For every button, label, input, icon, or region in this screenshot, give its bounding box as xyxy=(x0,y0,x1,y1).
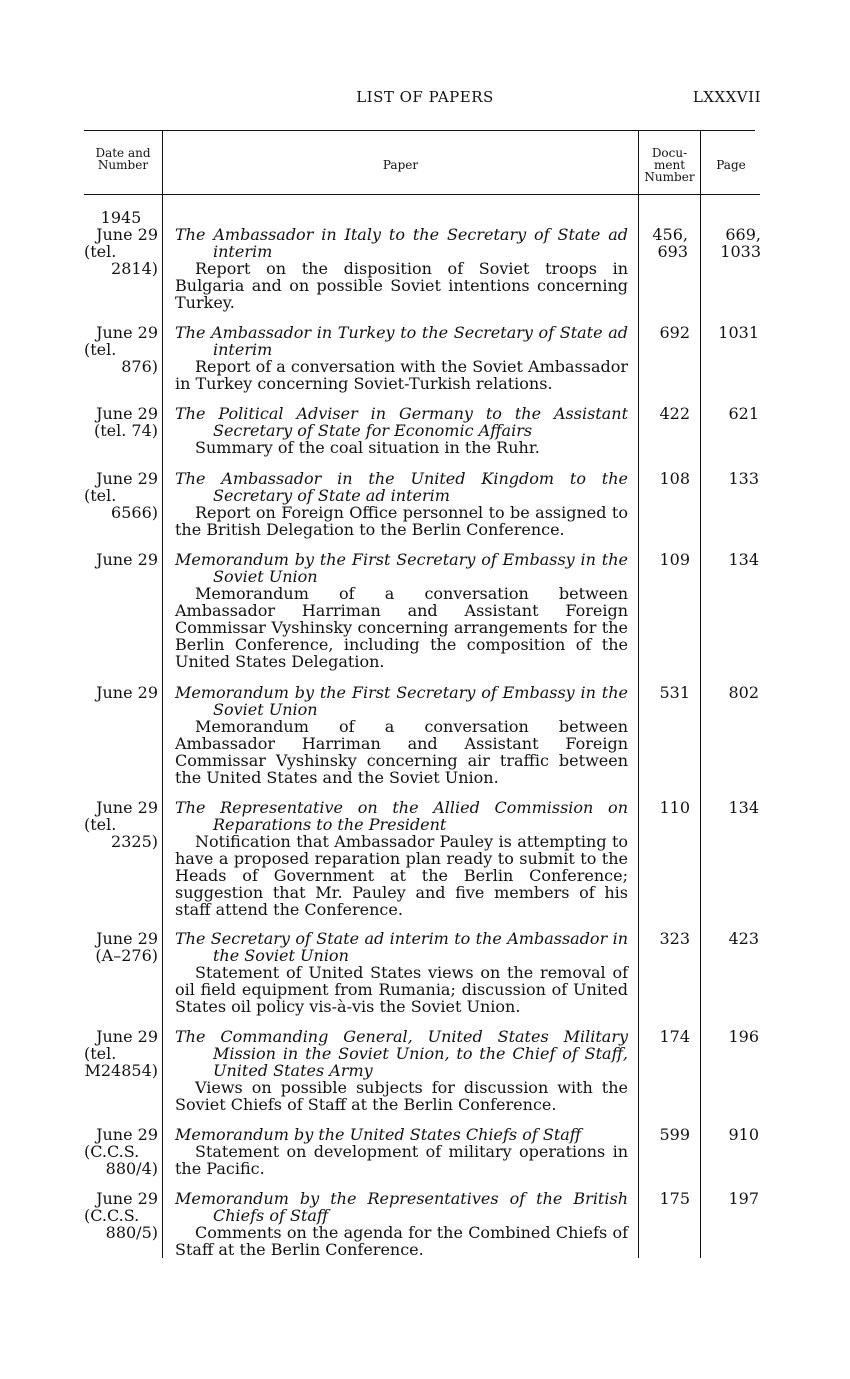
paper-summary: Views on possible subjects for discussion with the Soviet Chiefs of Staff at the Berlin Conference. xyxy=(175,1078,628,1114)
paper-title: The Ambassador in Italy to the Secretary of State ad interim xyxy=(175,225,628,261)
entry-number-line2: 880/4) xyxy=(105,1159,158,1178)
entry-number-line1: (tel. xyxy=(84,815,117,834)
entry-number-line1: (tel. 74) xyxy=(93,421,158,440)
date-cell xyxy=(84,1028,158,1079)
entry-number-line1: (A–276) xyxy=(95,946,158,965)
paper-summary: Memorandum of a conversation between Ambassador Harriman and Assistant Foreign Commissar Vyshinsky concerning air traffic between the United States and the Soviet Union. xyxy=(175,717,628,787)
entry-number-line2: 2325) xyxy=(111,832,158,851)
paper-summary: Statement of United States views on the removal of oil field equipment from Rumania; discussion of United States oil policy vis-à-vis the Soviet Union. xyxy=(175,963,628,1016)
document-number: 109 xyxy=(659,550,690,569)
document-number: 531 xyxy=(659,683,690,702)
date-cell xyxy=(84,551,158,568)
entry-date: June 29 xyxy=(96,929,158,948)
page-reference: 802 xyxy=(728,683,759,702)
entry-date: June 29 xyxy=(96,1189,158,1208)
entry-number-line2: 880/5) xyxy=(105,1223,158,1242)
paper-cell xyxy=(175,684,628,786)
year-label: 1945 xyxy=(100,208,142,227)
page-title: LIST OF PAPERS xyxy=(356,88,494,106)
paper-summary: Notification that Ambassador Pauley is attempting to have a proposed reparation plan ready to submit to the Heads of Government at the Berlin Conference; suggestion that Mr. Pauley and five members of his staff attend the Conference. xyxy=(175,832,628,919)
page-reference: 669, 1033 xyxy=(720,225,761,261)
paper-cell xyxy=(175,930,628,1015)
document-number: 323 xyxy=(659,929,690,948)
column-divider-paper xyxy=(638,130,639,1258)
document-number: 456, 693 xyxy=(652,225,688,261)
date-cell xyxy=(84,1190,158,1241)
document-number: 108 xyxy=(659,469,690,488)
paper-title: The Political Adviser in Germany to the Assistant Secretary of State for Economic Affairs xyxy=(175,404,628,440)
paper-title: Memorandum by the Representatives of the British Chiefs of Staff xyxy=(175,1189,628,1225)
entry-date: June 29 xyxy=(96,323,158,342)
entry-date: June 29 xyxy=(96,550,158,569)
column-header-paper xyxy=(163,159,638,171)
entry-number-line1: (C.C.S. xyxy=(84,1206,140,1225)
entry-date: June 29 xyxy=(96,404,158,423)
column-header-paper-label: Paper xyxy=(382,158,419,172)
document-number: 599 xyxy=(659,1125,690,1144)
paper-cell xyxy=(175,226,628,311)
paper-title: The Secretary of State ad interim to the Ambassador in the Soviet Union xyxy=(175,929,628,965)
paper-title: The Ambassador in Turkey to the Secretary of State ad interim xyxy=(175,323,628,359)
entry-number-line2: M24854) xyxy=(84,1061,158,1080)
header-bottom-rule xyxy=(84,194,760,195)
paper-cell xyxy=(175,324,628,392)
entry-date: June 29 xyxy=(96,1125,158,1144)
date-cell xyxy=(84,405,158,439)
date-cell xyxy=(84,226,158,277)
year-cell xyxy=(84,209,158,226)
column-header-doc-line3: Number xyxy=(644,170,695,184)
column-header-date xyxy=(84,147,162,171)
entry-date: June 29 xyxy=(96,469,158,488)
column-header-document-number xyxy=(639,147,700,183)
column-header-doc-line2: ment xyxy=(653,158,686,172)
paper-summary: Report of a conversation with the Soviet Ambassador in Turkey concerning Soviet-Turkish relations. xyxy=(175,357,628,393)
date-cell xyxy=(84,324,158,375)
paper-cell xyxy=(175,470,628,538)
paper-cell xyxy=(175,799,628,918)
page-reference: 621 xyxy=(728,404,759,423)
column-divider-doc xyxy=(700,130,701,1258)
paper-title: The Representative on the Allied Commission on Reparations to the President xyxy=(175,798,628,834)
date-cell xyxy=(84,930,158,964)
date-cell xyxy=(84,799,158,850)
page-reference: 134 xyxy=(728,798,759,817)
page-reference: 1031 xyxy=(718,323,759,342)
entry-date: June 29 xyxy=(96,683,158,702)
date-cell xyxy=(84,1126,158,1177)
document-number: 422 xyxy=(659,404,690,423)
column-header-date-line2: Number xyxy=(97,158,149,172)
entry-number-line2: 2814) xyxy=(111,259,158,278)
document-number: 110 xyxy=(659,798,690,817)
paper-summary: Report on Foreign Office personnel to be assigned to the British Delegation to the Berlin Conference. xyxy=(175,503,628,539)
page-reference: 196 xyxy=(728,1027,759,1046)
entry-number-line2: 876) xyxy=(121,357,158,376)
paper-cell xyxy=(175,405,628,456)
entry-number-line1: (tel. xyxy=(84,1044,117,1063)
entry-number-line1: (tel. xyxy=(84,486,117,505)
paper-summary: Summary of the coal situation in the Ruhr. xyxy=(195,438,540,457)
entry-date: June 29 xyxy=(96,798,158,817)
running-header xyxy=(0,87,850,107)
page-reference: 910 xyxy=(728,1125,759,1144)
column-header-date-line1: Date and xyxy=(95,146,151,160)
entry-date: June 29 xyxy=(96,225,158,244)
column-header-doc-line1: Docu- xyxy=(651,146,688,160)
paper-summary: Report on the disposition of Soviet troops in Bulgaria and on possible Soviet intentions concerning Turkey. xyxy=(175,259,628,312)
page-reference: 197 xyxy=(728,1189,759,1208)
page-reference: 133 xyxy=(728,469,759,488)
paper-title: Memorandum by the First Secretary of Embassy in the Soviet Union xyxy=(175,683,628,719)
paper-cell xyxy=(175,551,628,670)
column-header-page xyxy=(701,159,761,171)
column-header-page-label: Page xyxy=(716,158,746,172)
paper-title: Memorandum by the United States Chiefs of Staff xyxy=(175,1125,582,1144)
paper-title: The Ambassador in the United Kingdom to the Secretary of State ad interim xyxy=(175,469,628,505)
entry-number-line1: (tel. xyxy=(84,242,117,261)
document-number: 692 xyxy=(659,323,690,342)
paper-summary: Comments on the agenda for the Combined Chiefs of Staff at the Berlin Conference. xyxy=(175,1223,628,1259)
page-reference: 423 xyxy=(728,929,759,948)
entry-number-line2: 6566) xyxy=(111,503,158,522)
table-top-rule xyxy=(84,130,755,131)
entry-number-line1: (tel. xyxy=(84,340,117,359)
paper-cell xyxy=(175,1190,628,1258)
page-number: LXXXVII xyxy=(692,88,761,106)
paper-title: Memorandum by the First Secretary of Embassy in the Soviet Union xyxy=(175,550,628,586)
paper-summary: Memorandum of a conversation between Ambassador Harriman and Assistant Foreign Commissar Vyshinsky concerning arrangements for the Berlin Conference, including the composition of the United States Delegation. xyxy=(175,584,628,671)
entry-date: June 29 xyxy=(96,1027,158,1046)
paper-cell xyxy=(175,1126,628,1177)
document-number: 174 xyxy=(659,1027,690,1046)
paper-summary: Statement on development of military operations in the Pacific. xyxy=(175,1142,628,1178)
date-cell xyxy=(84,684,158,701)
page-reference: 134 xyxy=(728,550,759,569)
paper-title: The Commanding General, United States Military Mission in the Soviet Union, to the Chief of Staff, United States Army xyxy=(175,1027,628,1080)
document-number: 175 xyxy=(659,1189,690,1208)
column-divider-date xyxy=(162,130,163,1258)
date-cell xyxy=(84,470,158,521)
paper-cell xyxy=(175,1028,628,1113)
entry-number-line1: (C.C.S. xyxy=(84,1142,140,1161)
